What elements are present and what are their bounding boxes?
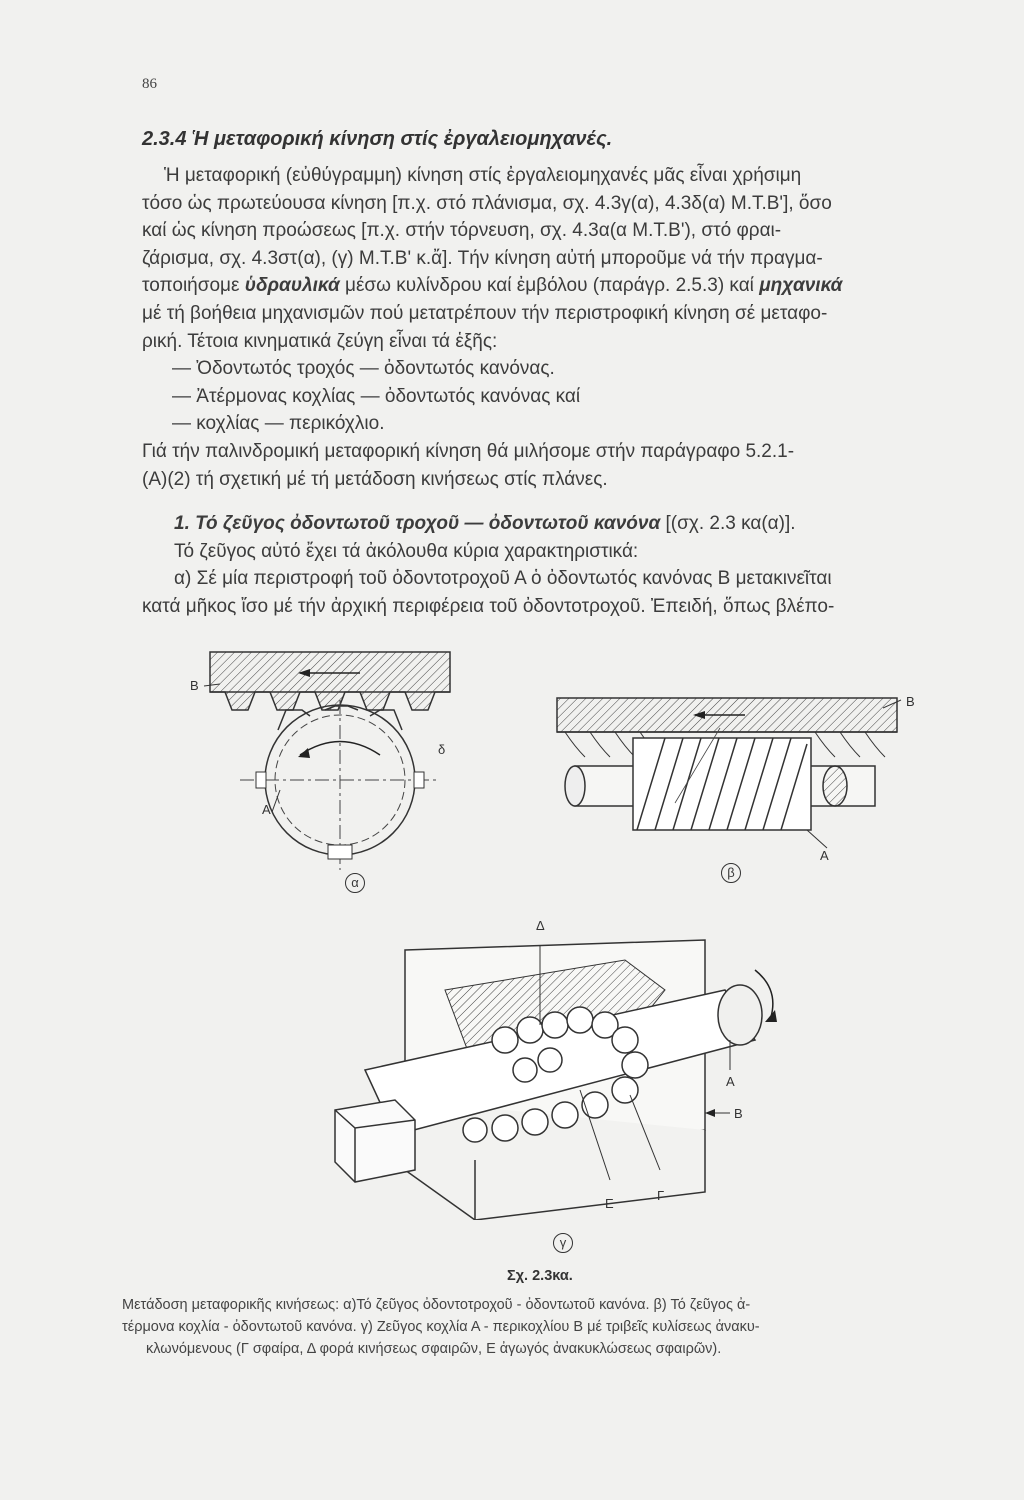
bold-term-hydraulic: ὑδραυλικά xyxy=(244,275,340,297)
label-B: B xyxy=(190,678,199,693)
text-line: ζάρισμα, σχ. 4.3στ(α), (γ) Μ.Τ.Β' κ.ἄ]. Τήν κίνηση αὐτή μποροῦμε νά τήν πραγμα- xyxy=(142,247,823,269)
caption-line: τέρμονα κοχλία - ὀδοντωτοῦ κανόνα. γ) Ζεῦγος κοχλία Α - περικοχλίου Β μέ τριβεῖς κυλίσεως ἀνακυ- xyxy=(122,1319,760,1335)
shaft-end xyxy=(565,766,585,806)
list-item: — Ὀδοντωτός τροχός — ὀδοντωτός κανόνας. xyxy=(172,358,555,380)
text-line: (Α)(2) τή σχετική μέ τή μετάδοση κινήσεως στίς πλάνες. xyxy=(142,468,608,490)
figure-c-ball-screw xyxy=(325,930,795,1220)
subsection-ref: [(σχ. 2.3 κα(α)]. xyxy=(660,513,796,534)
screw-end xyxy=(718,985,762,1045)
figure-a-marker: α xyxy=(345,873,365,893)
text-line: α) Σέ μία περιστροφή τοῦ ὀδοντοτροχοῦ Α ὁ ὀδοντωτός κανόνας Β μετακινεῖται xyxy=(174,568,832,590)
arrowhead-icon xyxy=(705,1109,715,1117)
text-fragment: μέσω κυλίνδρου καί ἐμβόλου (παράγρ. 2.5.3) καί xyxy=(339,275,760,297)
caption-line: κλωνόμενους (Γ σφαίρα, Δ φορά κινήσεως σφαιρῶν, Ε ἀγωγός ἀνακυκλώσεως σφαιρῶν). xyxy=(146,1341,722,1357)
figure-a-rack-pinion xyxy=(170,640,510,900)
text-line: Τό ζεῦγος αὐτό ἔχει τά ἀκόλουθα κύρια χαρακτηριστικά: xyxy=(174,540,639,562)
figure-caption xyxy=(122,1294,952,1360)
subsection-title: 1. Τό ζεῦγος ὀδοντωτοῦ τροχοῦ — ὀδοντωτοῦ κανόνα xyxy=(174,513,661,534)
subsection-heading xyxy=(142,510,964,538)
label-delta: δ xyxy=(438,742,446,757)
text-line: ρική. Τέτοια κινηματικά ζεύγη εἶναι τά ἑξῆς: xyxy=(142,330,498,352)
caption-line: Μετάδοση μεταφορικῆς κινήσεως: α)Τό ζεῦγος ὀδοντοτροχοῦ - ὀδοντωτοῦ κανόνα. β) Τό ζεῦγος ἀ- xyxy=(122,1297,751,1313)
gear-key xyxy=(414,772,424,788)
text-line: μέ τή βοήθεια μηχανισμῶν πού μετατρέπουν τήν περιστροφική κίνηση σέ μεταφο- xyxy=(142,302,828,324)
gear-key xyxy=(256,772,266,788)
figure-number: Σχ. 2.3κα. xyxy=(507,1268,573,1284)
rotation-arrow-icon xyxy=(765,1010,777,1022)
figure-b-worm-rack xyxy=(545,688,915,878)
label-B: B xyxy=(906,694,915,709)
label-A: A xyxy=(262,802,271,817)
text-line: Γιά τήν παλινδρομική μεταφορική κίνηση θά μιλήσομε στήν παράγραφο 5.2.1- xyxy=(142,440,795,462)
rotation-arrow-icon xyxy=(298,748,310,758)
gear-key xyxy=(328,845,352,859)
text-line: κατά μῆκος ἴσο μέ τήν ἀρχική περιφέρεια τοῦ ὀδοντοτροχοῦ. Ἐπειδή, ὅπως βλέπο- xyxy=(142,595,835,617)
page-number: 86 xyxy=(142,76,157,92)
section-heading: 2.3.4 Ἡ μεταφορική κίνηση στίς ἐργαλειομηχανές. xyxy=(142,128,613,150)
bold-term-mechanical: μηχανικά xyxy=(759,275,843,297)
list-item: — Ἀτέρμονας κοχλίας — ὀδοντωτός κανόνας καί xyxy=(172,385,581,407)
subsection-1 xyxy=(142,510,964,620)
label-Delta: Δ xyxy=(536,918,545,933)
label-A: A xyxy=(726,1074,735,1089)
rack-body xyxy=(210,652,450,692)
text-line: Ἡ μεταφορική (εὐθύγραμμη) κίνηση στίς ἐργαλειομηχανές μᾶς εἶναι χρήσιμη xyxy=(164,165,802,186)
text-line: τόσο ὡς πρωτεύουσα κίνηση [π.χ. στό πλάνισμα, σχ. 4.3γ(α), 4.3δ(α) Μ.Τ.Β'], ὅσο xyxy=(142,192,832,214)
leader-line xyxy=(807,830,827,848)
shaft-section xyxy=(823,766,847,806)
label-A: A xyxy=(820,848,829,863)
text-line xyxy=(142,272,964,300)
label-E: E xyxy=(605,1196,614,1211)
text-fragment: τοποιήσομε xyxy=(142,275,245,297)
figure-c-marker: γ xyxy=(553,1233,573,1253)
text-line: καί ὡς κίνηση προώσεως [π.χ. στήν τόρνευση, σχ. 4.3α(α Μ.Τ.Β'), στό φραι- xyxy=(142,220,782,242)
intro-paragraph xyxy=(142,162,964,493)
list-item: — κοχλίας — περικόχλιο. xyxy=(172,413,385,435)
square-drive xyxy=(335,1100,415,1182)
figure-b-marker: β xyxy=(721,863,741,883)
label-B: B xyxy=(734,1106,743,1121)
label-Gamma: Γ xyxy=(657,1188,665,1203)
